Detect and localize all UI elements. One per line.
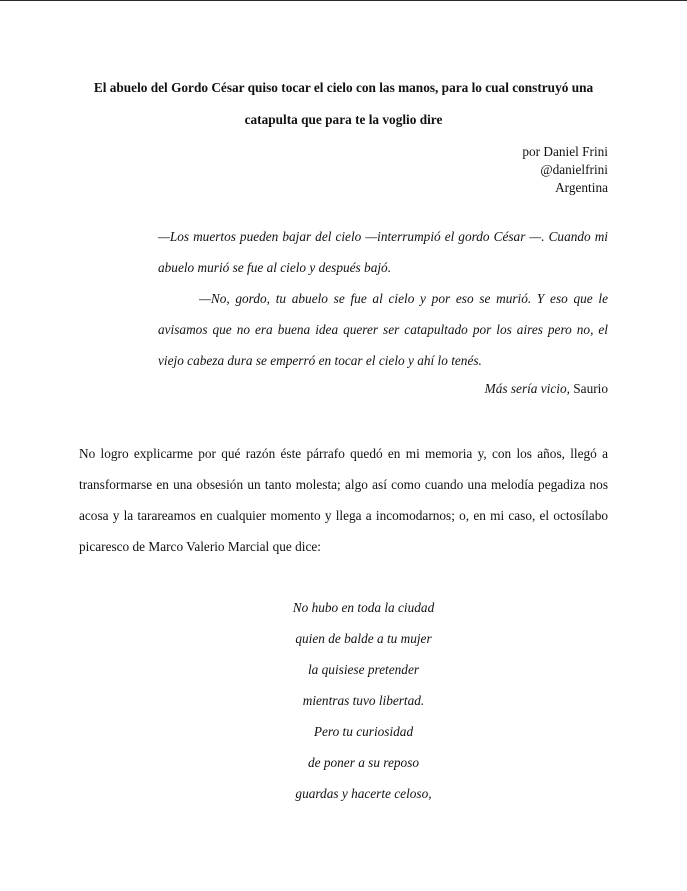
epigraph-line: avisamos que no era buena idea querer ser catapultado por los aires pero no, el (158, 322, 608, 337)
epigraph-line: abuelo murió se fue al cielo y después bajó. (158, 260, 392, 275)
verse-line: la quisiese pretender (307, 662, 420, 677)
epigraph-source (158, 381, 608, 397)
epigraph-line: —Los muertos pueden bajar del cielo —interrumpió el gordo César —. Cuando mi (158, 229, 608, 244)
title-line-1: El abuelo del Gordo César quiso tocar el cielo con las manos, para lo cual construyó una (93, 80, 594, 95)
epigraph-source-author: Saurio (569, 381, 608, 396)
epigraph-line: —No, gordo, tu abuelo se fue al cielo y por eso se murió. Y eso que le (199, 291, 608, 306)
verse-line: de poner a su reposo (307, 755, 420, 770)
author-country: Argentina (555, 180, 608, 195)
verse-line: No hubo en toda la ciudad (292, 600, 435, 615)
body-paragraph-line: picaresco de Marco Valerio Marcial que dice: (79, 539, 321, 554)
epigraph-source-title: Más sería vicio, (484, 381, 570, 396)
body-paragraph-line: No logro explicarme por qué razón éste párrafo quedó en mi memoria y, con los años, llegó a (79, 446, 608, 461)
body-paragraph-line: transformarse en una obsesión un tanto molesta; algo así como cuando una melodía pegadiza nos (79, 477, 608, 492)
verse-line: quien de balde a tu mujer (295, 631, 432, 646)
author-name: por Daniel Frini (522, 144, 608, 159)
top-border (0, 0, 687, 1)
verse-line: Pero tu curiosidad (313, 724, 414, 739)
author-handle: @danielfrini (540, 162, 608, 177)
verse-line: guardas y hacerte celoso, (295, 786, 432, 801)
title-line-2: catapulta que para te la voglio dire (244, 112, 443, 127)
verse-line: mientras tuvo libertad. (302, 693, 425, 708)
body-paragraph-line: acosa y la tarareamos en cualquier momento y llega a incomodarnos; o, en mi caso, el octosílabo (79, 508, 608, 523)
epigraph-line: viejo cabeza dura se emperró en tocar el cielo y ahí lo tenés. (158, 353, 482, 368)
